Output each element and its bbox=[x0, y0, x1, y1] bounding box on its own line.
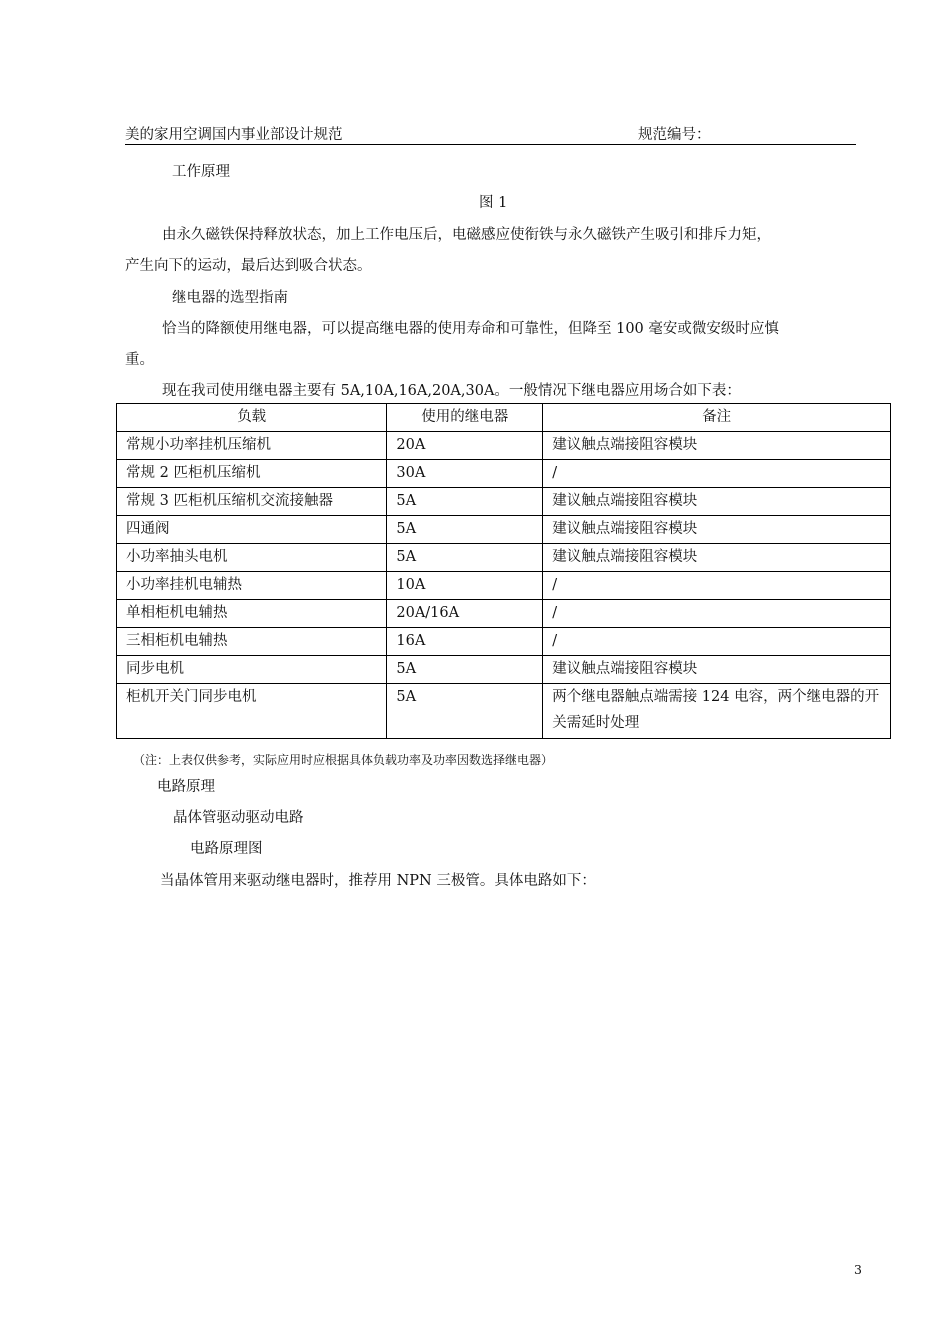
table-cell-remarks: 建议触点端接阻容模块 bbox=[543, 516, 891, 544]
paragraph-2-line-1: 恰当的降额使用继电器，可以提高继电器的使用寿命和可靠性，但降至 100 毫安或微安级时应慎 bbox=[162, 321, 779, 337]
table-row bbox=[117, 684, 891, 739]
relay-application-table bbox=[116, 403, 891, 739]
heading-relay-selection: 继电器的选型指南 bbox=[172, 290, 288, 306]
table-header-row bbox=[117, 404, 891, 432]
table-cell-load: 常规 3 匹柜机压缩机交流接触器 bbox=[117, 488, 387, 516]
table-row bbox=[117, 432, 891, 460]
table-cell-relay: 5A bbox=[387, 656, 543, 684]
figure-caption: 图 1 bbox=[479, 195, 508, 211]
table-cell-relay: 5A bbox=[387, 516, 543, 544]
table-cell-remarks: 建议触点端接阻容模块 bbox=[543, 544, 891, 572]
table-cell-remarks: 建议触点端接阻容模块 bbox=[543, 432, 891, 460]
table-cell-relay: 5A bbox=[387, 488, 543, 516]
table-cell-load: 单相柜机电辅热 bbox=[117, 600, 387, 628]
table-row bbox=[117, 544, 891, 572]
header-title: 美的家用空调国内事业部设计规范 bbox=[125, 127, 343, 143]
table-cell-load: 三相柜机电辅热 bbox=[117, 628, 387, 656]
paragraph-4: 当晶体管用来驱动继电器时，推荐用 NPN 三极管。具体电路如下： bbox=[160, 873, 596, 889]
table-cell-relay: 20A bbox=[387, 432, 543, 460]
paragraph-1-line-1: 由永久磁铁保持释放状态，加上工作电压后，电磁感应使衔铁与永久磁铁产生吸引和排斥力矩， bbox=[162, 227, 771, 243]
header-spec-number-label: 规范编号： bbox=[638, 127, 711, 143]
table-cell-remarks: 建议触点端接阻容模块 bbox=[543, 656, 891, 684]
table-cell-relay: 16A bbox=[387, 628, 543, 656]
table-row bbox=[117, 600, 891, 628]
table-header-relay: 使用的继电器 bbox=[387, 404, 543, 432]
table-cell-load: 同步电机 bbox=[117, 656, 387, 684]
table-cell-load: 常规小功率挂机压缩机 bbox=[117, 432, 387, 460]
table-cell-load: 常规 2 匹柜机压缩机 bbox=[117, 460, 387, 488]
heading-schematic: 电路原理图 bbox=[190, 841, 263, 857]
heading-circuit-principle: 电路原理 bbox=[157, 779, 215, 795]
paragraph-3: 现在我司使用继电器主要有 5A,10A,16A,20A,30A。一般情况下继电器应用场合如下表： bbox=[162, 383, 741, 399]
table-header-load: 负载 bbox=[117, 404, 387, 432]
table-row bbox=[117, 656, 891, 684]
table-row bbox=[117, 460, 891, 488]
table-cell-relay: 20A/16A bbox=[387, 600, 543, 628]
table-cell-load: 小功率挂机电辅热 bbox=[117, 572, 387, 600]
paragraph-2-line-2: 重。 bbox=[125, 352, 154, 368]
table-cell-remarks: / bbox=[543, 628, 891, 656]
table-cell-load: 四通阀 bbox=[117, 516, 387, 544]
table-row bbox=[117, 516, 891, 544]
page-number: 3 bbox=[854, 1262, 862, 1277]
table-header-remarks: 备注 bbox=[543, 404, 891, 432]
table-row bbox=[117, 488, 891, 516]
table-cell-relay: 10A bbox=[387, 572, 543, 600]
table-cell-remarks: / bbox=[543, 572, 891, 600]
table-cell-load: 小功率抽头电机 bbox=[117, 544, 387, 572]
heading-working-principle: 工作原理 bbox=[172, 164, 230, 180]
table-cell-relay: 5A bbox=[387, 684, 543, 739]
table-cell-remarks: / bbox=[543, 600, 891, 628]
table-cell-relay: 30A bbox=[387, 460, 543, 488]
paragraph-1-line-2: 产生向下的运动，最后达到吸合状态。 bbox=[125, 258, 372, 274]
page-header bbox=[125, 126, 856, 145]
table-cell-relay: 5A bbox=[387, 544, 543, 572]
table-row bbox=[117, 572, 891, 600]
table-row bbox=[117, 628, 891, 656]
table-cell-load: 柜机开关门同步电机 bbox=[117, 684, 387, 739]
table-note: （注：上表仅供参考，实际应用时应根据具体负载功率及功率因数选择继电器） bbox=[133, 753, 554, 767]
table-cell-remarks: 两个继电器触点端需接 124 电容，两个继电器的开关需延时处理 bbox=[543, 684, 891, 739]
table-cell-remarks: 建议触点端接阻容模块 bbox=[543, 488, 891, 516]
table-cell-remarks: / bbox=[543, 460, 891, 488]
heading-transistor-drive: 晶体管驱动驱动电路 bbox=[173, 810, 304, 826]
